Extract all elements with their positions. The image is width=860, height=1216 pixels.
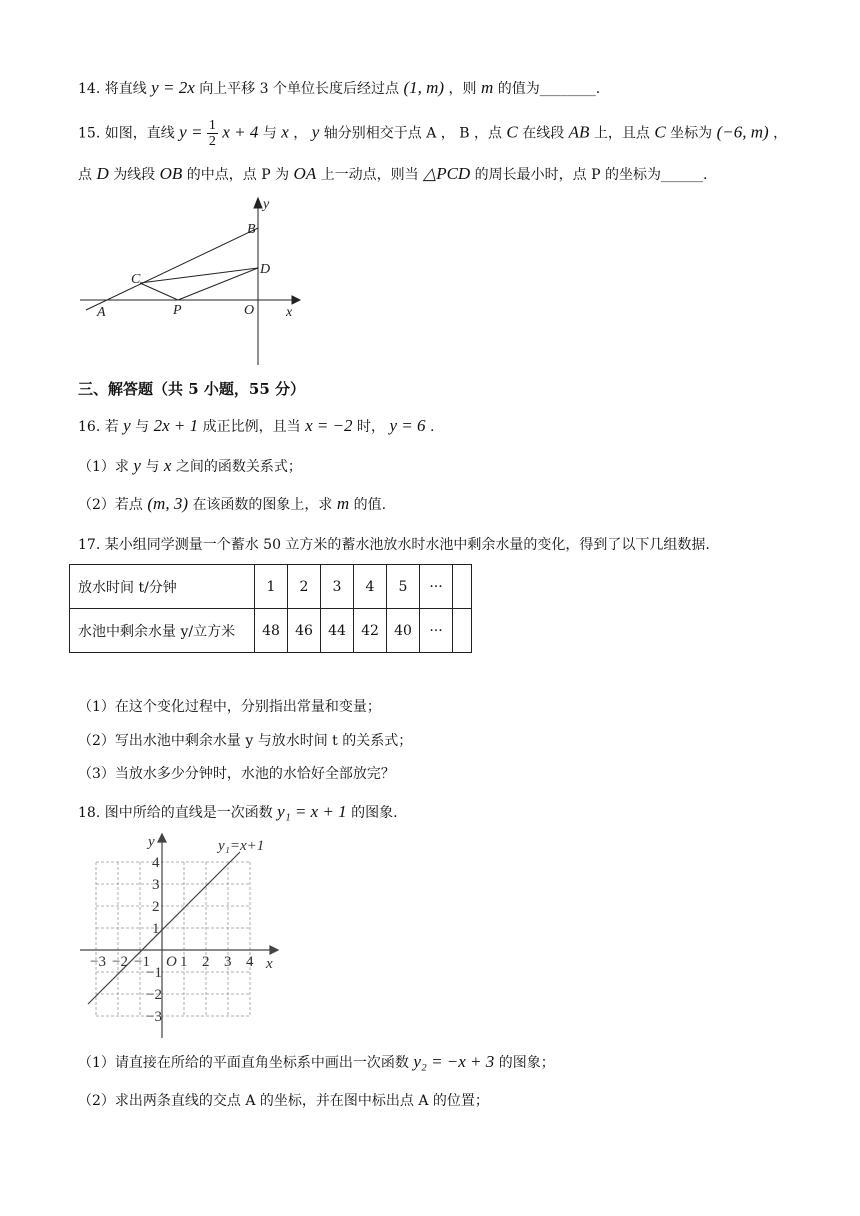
question-text: 与: [145, 459, 160, 475]
question-text: 如图，直线: [104, 125, 175, 142]
label-a: A: [97, 305, 106, 320]
question-number: 15.: [78, 125, 101, 142]
question-15-line-2: [78, 164, 707, 184]
label-o: O: [244, 303, 255, 318]
y-tick: −3: [146, 1009, 162, 1025]
table-cell: 42: [354, 609, 387, 653]
question-number: 16.: [78, 419, 101, 435]
question-text: 在线段: [522, 125, 565, 142]
y-axis-arrow: [254, 198, 262, 208]
point: (m, 3): [147, 494, 188, 513]
point: (1, m): [403, 78, 445, 97]
label-c: C: [131, 272, 141, 287]
x-tick: 1: [180, 954, 188, 970]
x-axis-arrow: [270, 946, 278, 954]
y-tick: 1: [152, 921, 160, 937]
equation: y = 2x: [151, 78, 195, 97]
question-text: 向上平移 3 个单位长度后经过点: [199, 81, 399, 97]
label-d: D: [260, 262, 271, 277]
table-cell: 3: [321, 565, 354, 609]
question-text: 图中所给的直线是一次函数: [104, 805, 273, 821]
answer-blank: 的值为________.: [497, 81, 601, 97]
table-row: [70, 609, 472, 653]
question-text: ，则: [448, 81, 477, 97]
question-text: 成正比例，且当: [202, 419, 301, 435]
figure-18: [74, 830, 294, 1040]
expression: 2x + 1: [153, 416, 199, 435]
fraction-denominator: 2: [208, 134, 216, 149]
table-row-header: 水池中剩余水量 y/立方米: [70, 609, 255, 653]
segment-cp: [140, 283, 178, 300]
question-16: [78, 416, 434, 436]
fraction-numerator: 1: [208, 118, 216, 133]
variable: x: [163, 456, 172, 475]
question-number: 18.: [78, 805, 101, 821]
question-18: [78, 802, 398, 822]
condition: y = 6: [389, 416, 426, 435]
y-tick: −1: [146, 965, 162, 981]
question-text: 将直线: [104, 81, 147, 97]
figure-15: [70, 190, 310, 370]
y-tick: −2: [146, 987, 162, 1003]
variable: OB: [159, 164, 183, 183]
variable: m: [336, 494, 350, 513]
variable: AB: [568, 122, 590, 142]
grid: [96, 862, 250, 1016]
question-text: 坐标为: [670, 125, 713, 142]
question-text: .: [429, 419, 435, 435]
point: (−6, m): [716, 122, 769, 142]
y-tick: 4: [152, 855, 160, 871]
table-cell: 4: [354, 565, 387, 609]
question-15: [78, 118, 787, 149]
label-origin: O: [166, 954, 177, 970]
variable: OA: [293, 164, 317, 183]
question-17-part-1: （1）在这个变化过程中，分别指出常量和变量；: [78, 699, 381, 715]
table-cell: 5: [387, 565, 420, 609]
question-text: ，: [293, 125, 308, 142]
equation: y₁ = x + 1: [277, 802, 347, 821]
x-tick: −1: [134, 954, 150, 970]
table-row-header: 放水时间 t/分钟: [70, 565, 255, 609]
question-text: （1）求: [78, 459, 129, 475]
equation: y₂ = −x + 3: [413, 1052, 495, 1071]
question-18-part-1: [78, 1052, 555, 1072]
question-text: 上，且点: [593, 125, 650, 142]
variable: y: [123, 416, 131, 435]
question-text: 的值.: [353, 497, 387, 513]
table-cell: ···: [420, 609, 453, 653]
question-text: 点: [78, 167, 92, 183]
label-x: x: [266, 956, 273, 972]
y-tick: 3: [152, 877, 160, 893]
question-number: 14.: [78, 81, 101, 97]
data-table: [69, 564, 472, 653]
table-cell: 44: [321, 609, 354, 653]
equation: x + 4: [222, 122, 259, 142]
answer-blank: 的周长最小时，点 P 的坐标为______.: [474, 167, 708, 183]
question-text: 轴分别相交于点 A ， B ，点: [323, 125, 502, 142]
variable: C: [506, 122, 518, 142]
question-text: 时，: [357, 419, 386, 435]
table-cell: 46: [288, 609, 321, 653]
table-cell: 48: [255, 609, 288, 653]
table-cell: [453, 609, 472, 653]
x-tick: 3: [224, 954, 232, 970]
x-tick: −2: [112, 954, 128, 970]
table-cell: ···: [420, 565, 453, 609]
question-text: 的图象.: [351, 805, 398, 821]
question-number: 17.: [78, 537, 101, 553]
question-16-part-2: [78, 494, 386, 514]
table-row: [70, 565, 472, 609]
table-cell: [453, 565, 472, 609]
y-tick: 2: [152, 899, 160, 915]
question-text: 的图象；: [498, 1055, 555, 1071]
question-text: 与: [262, 125, 277, 142]
condition: x = −2: [305, 416, 353, 435]
x-tick: 4: [246, 954, 254, 970]
table-cell: 1: [255, 565, 288, 609]
variable: x: [281, 122, 289, 142]
table-cell: 2: [288, 565, 321, 609]
label-x: x: [286, 305, 293, 320]
equation: y =: [179, 122, 203, 142]
line-label: y₁=x+1: [218, 838, 265, 854]
variable: C: [654, 122, 666, 142]
triangle: △PCD: [423, 164, 471, 183]
variable: y: [133, 456, 141, 475]
question-text: 与: [135, 419, 150, 435]
x-tick: 2: [202, 954, 210, 970]
question-text: （1）请直接在所给的平面直角坐标系中画出一次函数: [78, 1055, 409, 1071]
question-text: （2）若点: [78, 497, 143, 513]
label-p: P: [173, 303, 182, 318]
question-text: 若: [104, 419, 119, 435]
x-tick: −3: [90, 954, 106, 970]
question-16-part-1: [78, 456, 302, 476]
question-14: [78, 78, 600, 98]
question-text: 为线段: [113, 167, 156, 183]
question-text: 某小组同学测量一个蓄水 50 立方米的蓄水池放水时水池中剩余水量的变化，得到了以下几组数据.: [104, 537, 710, 553]
question-text: ，: [773, 125, 788, 142]
label-b: B: [247, 222, 256, 237]
question-17-part-3: （3）当放水多少分钟时，水池的水恰好全部放完？: [78, 766, 395, 782]
question-text: 上一动点，则当: [320, 167, 419, 183]
question-text: 的中点，点 P 为: [186, 167, 290, 183]
variable: y: [311, 122, 320, 142]
question-text: 在该函数的图象上，求: [192, 497, 333, 513]
fraction: [207, 118, 218, 149]
label-y: y: [263, 197, 270, 212]
x-axis-arrow: [292, 296, 300, 304]
question-17-part-2: （2）写出水池中剩余水量 y 与放水时间 t 的关系式；: [78, 733, 413, 749]
question-text: 之间的函数关系式；: [175, 459, 302, 475]
variable: m: [480, 78, 494, 97]
question-18-part-2: （2）求出两条直线的交点 A 的坐标，并在图中标出点 A 的位置；: [78, 1093, 489, 1109]
y-axis-arrow: [158, 834, 166, 842]
variable: D: [96, 164, 109, 183]
section-title: 三、解答题（共 5 小题，55 分）: [78, 380, 305, 398]
label-y: y: [148, 834, 155, 850]
table-cell: 40: [387, 609, 420, 653]
question-17: [78, 534, 710, 554]
